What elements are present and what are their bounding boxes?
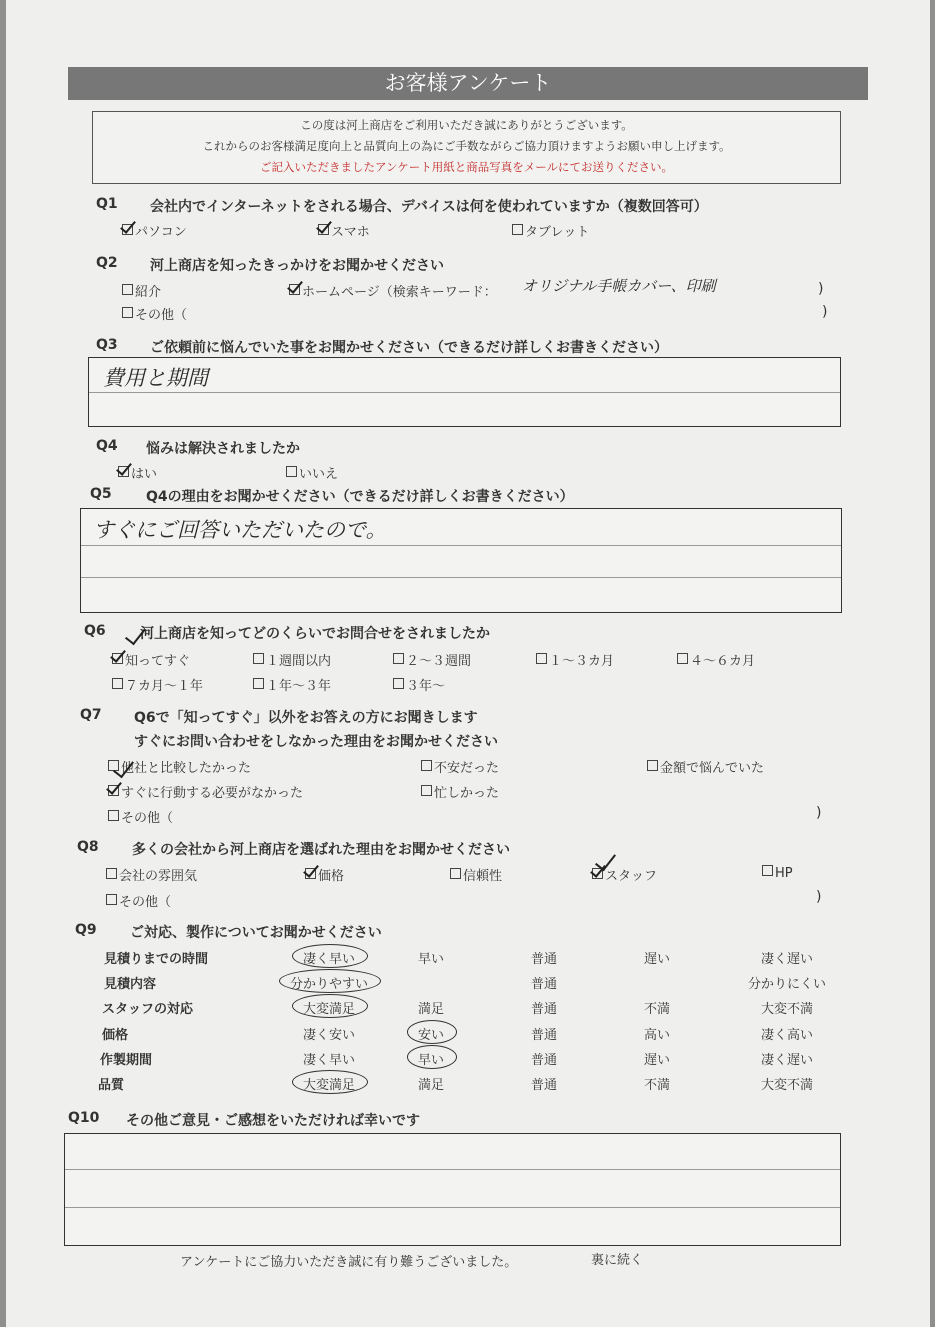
q6-option-2-3-weeks[interactable]: ２～３週間 bbox=[393, 650, 471, 669]
q6-number: Q6 bbox=[84, 623, 106, 639]
q7-close-paren: ) bbox=[816, 805, 822, 821]
q9-row-label: 価格 bbox=[102, 1028, 129, 1043]
q2-question: 河上商店を知ったきっかけをお聞かせください bbox=[150, 258, 444, 274]
q10-question: その他ご意見・ご感想をいただければ幸いです bbox=[126, 1113, 420, 1129]
q9-rating-option[interactable]: 遅い bbox=[643, 952, 671, 967]
checkbox-icon[interactable] bbox=[393, 653, 404, 664]
q9-rating-option[interactable]: 凄く遅い bbox=[760, 1053, 814, 1068]
q9-rating-option[interactable]: 凄く早い bbox=[302, 1053, 356, 1068]
footer-continue: 裏に続く bbox=[591, 1253, 644, 1268]
q9-row-label: 品質 bbox=[98, 1078, 125, 1093]
q9-rating-option[interactable]: 安い bbox=[417, 1028, 445, 1043]
intro-line-3: ご記入いただきましたアンケート用紙と商品写真をメールにてお送りください。 bbox=[259, 160, 674, 174]
page-title: お客様アンケート bbox=[68, 67, 868, 100]
q4-number: Q4 bbox=[96, 438, 118, 454]
q7-option-busy[interactable]: 忙しかった bbox=[421, 782, 499, 801]
q2-option-other[interactable]: その他（ bbox=[122, 304, 187, 323]
q9-rating-option[interactable]: 凄く早い bbox=[302, 952, 356, 967]
ruled-line bbox=[81, 577, 841, 578]
q7-question-line-1: Q6で「知ってすぐ」以外をお答えの方にお聞きします bbox=[134, 710, 478, 726]
q6-option-within-week[interactable]: １週間以内 bbox=[253, 650, 331, 669]
checkbox-icon[interactable] bbox=[108, 785, 119, 796]
q9-number: Q9 bbox=[75, 922, 97, 938]
q1-question: 会社内でインターネットをされる場合、デバイスは何を使われていますか（複数回答可） bbox=[150, 199, 708, 215]
q9-selected-circle bbox=[292, 994, 368, 1018]
q6-option-7m-1y[interactable]: ７カ月～１年 bbox=[112, 675, 203, 694]
q8-option-atmosphere[interactable]: 会社の雰囲気 bbox=[106, 865, 197, 884]
q7-question-line-2: すぐにお問い合わせをしなかった理由をお聞かせください bbox=[134, 734, 498, 750]
q9-selected-circle bbox=[407, 1020, 457, 1044]
q9-rating-option[interactable]: 普通 bbox=[530, 1028, 558, 1043]
checkbox-icon[interactable] bbox=[318, 224, 329, 235]
q9-rating-option[interactable]: 高い bbox=[643, 1028, 671, 1043]
q9-rating-option[interactable]: 早い bbox=[417, 1053, 445, 1068]
checkbox-icon[interactable] bbox=[393, 678, 404, 689]
q6-question: 河上商店を知ってどのくらいでお問合せをされましたか bbox=[140, 626, 490, 642]
checkbox-icon[interactable] bbox=[450, 868, 461, 879]
q8-option-other[interactable]: その他（ bbox=[106, 891, 171, 910]
ruled-line bbox=[81, 545, 841, 546]
checkbox-icon[interactable] bbox=[253, 678, 264, 689]
q8-number: Q8 bbox=[77, 839, 99, 855]
q7-option-anxious[interactable]: 不安だった bbox=[421, 757, 499, 776]
q8-option-reliability[interactable]: 信頼性 bbox=[450, 865, 502, 884]
checkbox-icon[interactable] bbox=[112, 653, 123, 664]
checkbox-icon[interactable] bbox=[289, 284, 300, 295]
checkbox-icon[interactable] bbox=[108, 810, 119, 821]
q1-option-pc[interactable]: パソコン bbox=[122, 221, 187, 240]
q3-question: ご依頼前に悩んでいた事をお聞かせください（できるだけ詳しくお書きください） bbox=[150, 340, 668, 356]
q10-answer-box[interactable] bbox=[64, 1133, 841, 1246]
q9-row-label: 見積りまでの時間 bbox=[104, 952, 209, 967]
q9-rating-option[interactable]: 不満 bbox=[643, 1002, 671, 1017]
q9-rating-option[interactable]: 早い bbox=[417, 952, 445, 967]
checkbox-icon[interactable] bbox=[122, 307, 133, 318]
q5-question: Q4の理由をお聞かせください（できるだけ詳しくお書きください） bbox=[146, 489, 574, 505]
q1-number: Q1 bbox=[96, 196, 118, 212]
checkbox-icon[interactable] bbox=[106, 868, 117, 879]
q9-rating-option[interactable]: 大変不満 bbox=[760, 1078, 814, 1093]
q9-rating-option[interactable]: 分かりやすい bbox=[289, 977, 369, 992]
q9-rating-option[interactable]: 遅い bbox=[643, 1053, 671, 1068]
footer-thanks: アンケートにご協力いただき誠に有り難うございました。 bbox=[180, 1255, 518, 1270]
q4-question: 悩みは解決されましたか bbox=[146, 441, 300, 457]
q9-question: ご対応、製作についてお聞かせください bbox=[130, 925, 382, 941]
q1-option-tablet[interactable]: タブレット bbox=[512, 221, 589, 240]
intro-box bbox=[92, 111, 841, 184]
q9-row-label: 作製期間 bbox=[100, 1053, 153, 1068]
q3-answer-text: 費用と期間 bbox=[103, 366, 208, 390]
q9-rating-option[interactable]: 分かりにくい bbox=[747, 977, 827, 992]
q9-rating-option[interactable]: 普通 bbox=[530, 1078, 558, 1093]
q2-keyword-answer[interactable]: オリジナル手帳カバー、印刷 bbox=[522, 277, 716, 295]
q9-rating-option[interactable]: 凄く安い bbox=[302, 1028, 356, 1043]
q4-option-no[interactable]: いいえ bbox=[286, 463, 338, 482]
ruled-line bbox=[65, 1169, 840, 1170]
q2-option-referral[interactable]: 紹介 bbox=[122, 281, 161, 300]
q9-selected-circle bbox=[292, 1070, 368, 1094]
checkbox-icon[interactable] bbox=[305, 868, 316, 879]
q2-close-paren-2: ) bbox=[822, 304, 828, 320]
q9-rating-option[interactable]: 満足 bbox=[417, 1078, 445, 1093]
q9-row-label: スタッフの対応 bbox=[102, 1002, 194, 1017]
checkbox-icon[interactable] bbox=[122, 284, 133, 295]
checkbox-icon[interactable] bbox=[112, 678, 123, 689]
q9-selected-circle bbox=[292, 944, 368, 968]
q7-option-compare[interactable]: 他社と比較したかった bbox=[108, 757, 251, 776]
q6-option-1-3-years[interactable]: １年～３年 bbox=[253, 675, 331, 694]
q2-option-homepage[interactable]: ホームページ（検索キーワード： bbox=[289, 281, 497, 300]
q9-rating-option[interactable]: 大変満足 bbox=[302, 1002, 356, 1017]
q2-number: Q2 bbox=[96, 255, 118, 271]
q9-selected-circle bbox=[279, 969, 381, 993]
q8-close-paren: ) bbox=[816, 889, 822, 905]
q9-rating-option[interactable]: 普通 bbox=[530, 977, 558, 992]
q6-option-3-years-plus[interactable]: ３年～ bbox=[393, 675, 445, 694]
q7-option-no-need[interactable]: すぐに行動する必要がなかった bbox=[108, 782, 303, 801]
checkbox-icon[interactable] bbox=[253, 653, 264, 664]
q8-option-price[interactable]: 価格 bbox=[305, 865, 344, 884]
checkbox-icon[interactable] bbox=[421, 760, 432, 771]
q2-close-paren-1: ) bbox=[818, 281, 824, 297]
intro-line-2: これからのお客様満足度向上と品質向上の為にご手数ながらご協力頂けますようお願い申し上げます。 bbox=[202, 139, 731, 153]
q5-answer-text: すぐにご回答いただいたので。 bbox=[93, 518, 387, 542]
q7-number: Q7 bbox=[80, 707, 102, 723]
q6-option-immediately[interactable]: 知ってすぐ bbox=[112, 650, 190, 669]
checkbox-icon[interactable] bbox=[647, 760, 658, 771]
q8-option-staff[interactable]: スタッフ bbox=[592, 865, 657, 884]
q9-rating-option[interactable]: 普通 bbox=[530, 1053, 558, 1068]
q9-rating-option[interactable]: 大変不満 bbox=[760, 1002, 814, 1017]
checkbox-icon[interactable] bbox=[106, 894, 117, 905]
q3-number: Q3 bbox=[96, 337, 118, 353]
q9-rating-option[interactable]: 普通 bbox=[530, 952, 558, 967]
checkbox-icon[interactable] bbox=[118, 466, 129, 477]
q8-option-hp[interactable]: HP bbox=[762, 865, 793, 881]
checkbox-icon[interactable] bbox=[286, 466, 297, 477]
q9-selected-circle bbox=[407, 1045, 457, 1069]
q1-option-smartphone[interactable]: スマホ bbox=[318, 221, 370, 240]
checkbox-icon[interactable] bbox=[122, 224, 133, 235]
checkbox-icon[interactable] bbox=[677, 653, 688, 664]
q9-rating-option[interactable]: 不満 bbox=[643, 1078, 671, 1093]
checkbox-icon[interactable] bbox=[421, 785, 432, 796]
q10-number: Q10 bbox=[68, 1110, 100, 1126]
q4-option-yes[interactable]: はい bbox=[118, 463, 157, 482]
q9-rating-option[interactable]: 凄く高い bbox=[760, 1028, 814, 1043]
q7-option-other[interactable]: その他（ bbox=[108, 807, 173, 826]
ruled-line bbox=[89, 392, 840, 393]
q9-rating-option[interactable]: 大変満足 bbox=[302, 1078, 356, 1093]
q9-rating-option[interactable]: 満足 bbox=[417, 1002, 445, 1017]
checkbox-icon[interactable] bbox=[762, 865, 773, 876]
q7-option-price-concern[interactable]: 金額で悩んでいた bbox=[647, 757, 764, 776]
q6-option-1-3-months[interactable]: １～３カ月 bbox=[536, 650, 614, 669]
q5-number: Q5 bbox=[90, 486, 112, 502]
q9-row-label: 見積内容 bbox=[104, 977, 157, 992]
q8-question: 多くの会社から河上商店を選ばれた理由をお聞かせください bbox=[132, 842, 510, 858]
q6-option-4-6-months[interactable]: ４～６カ月 bbox=[677, 650, 755, 669]
q9-rating-option[interactable]: 普通 bbox=[530, 1002, 558, 1017]
ruled-line bbox=[65, 1207, 840, 1208]
q9-rating-option[interactable]: 凄く遅い bbox=[760, 952, 814, 967]
checkbox-icon[interactable] bbox=[536, 653, 547, 664]
intro-line-1: この度は河上商店をご利用いただき誠にありがとうございます。 bbox=[300, 118, 633, 132]
checkbox-icon[interactable] bbox=[512, 224, 523, 235]
